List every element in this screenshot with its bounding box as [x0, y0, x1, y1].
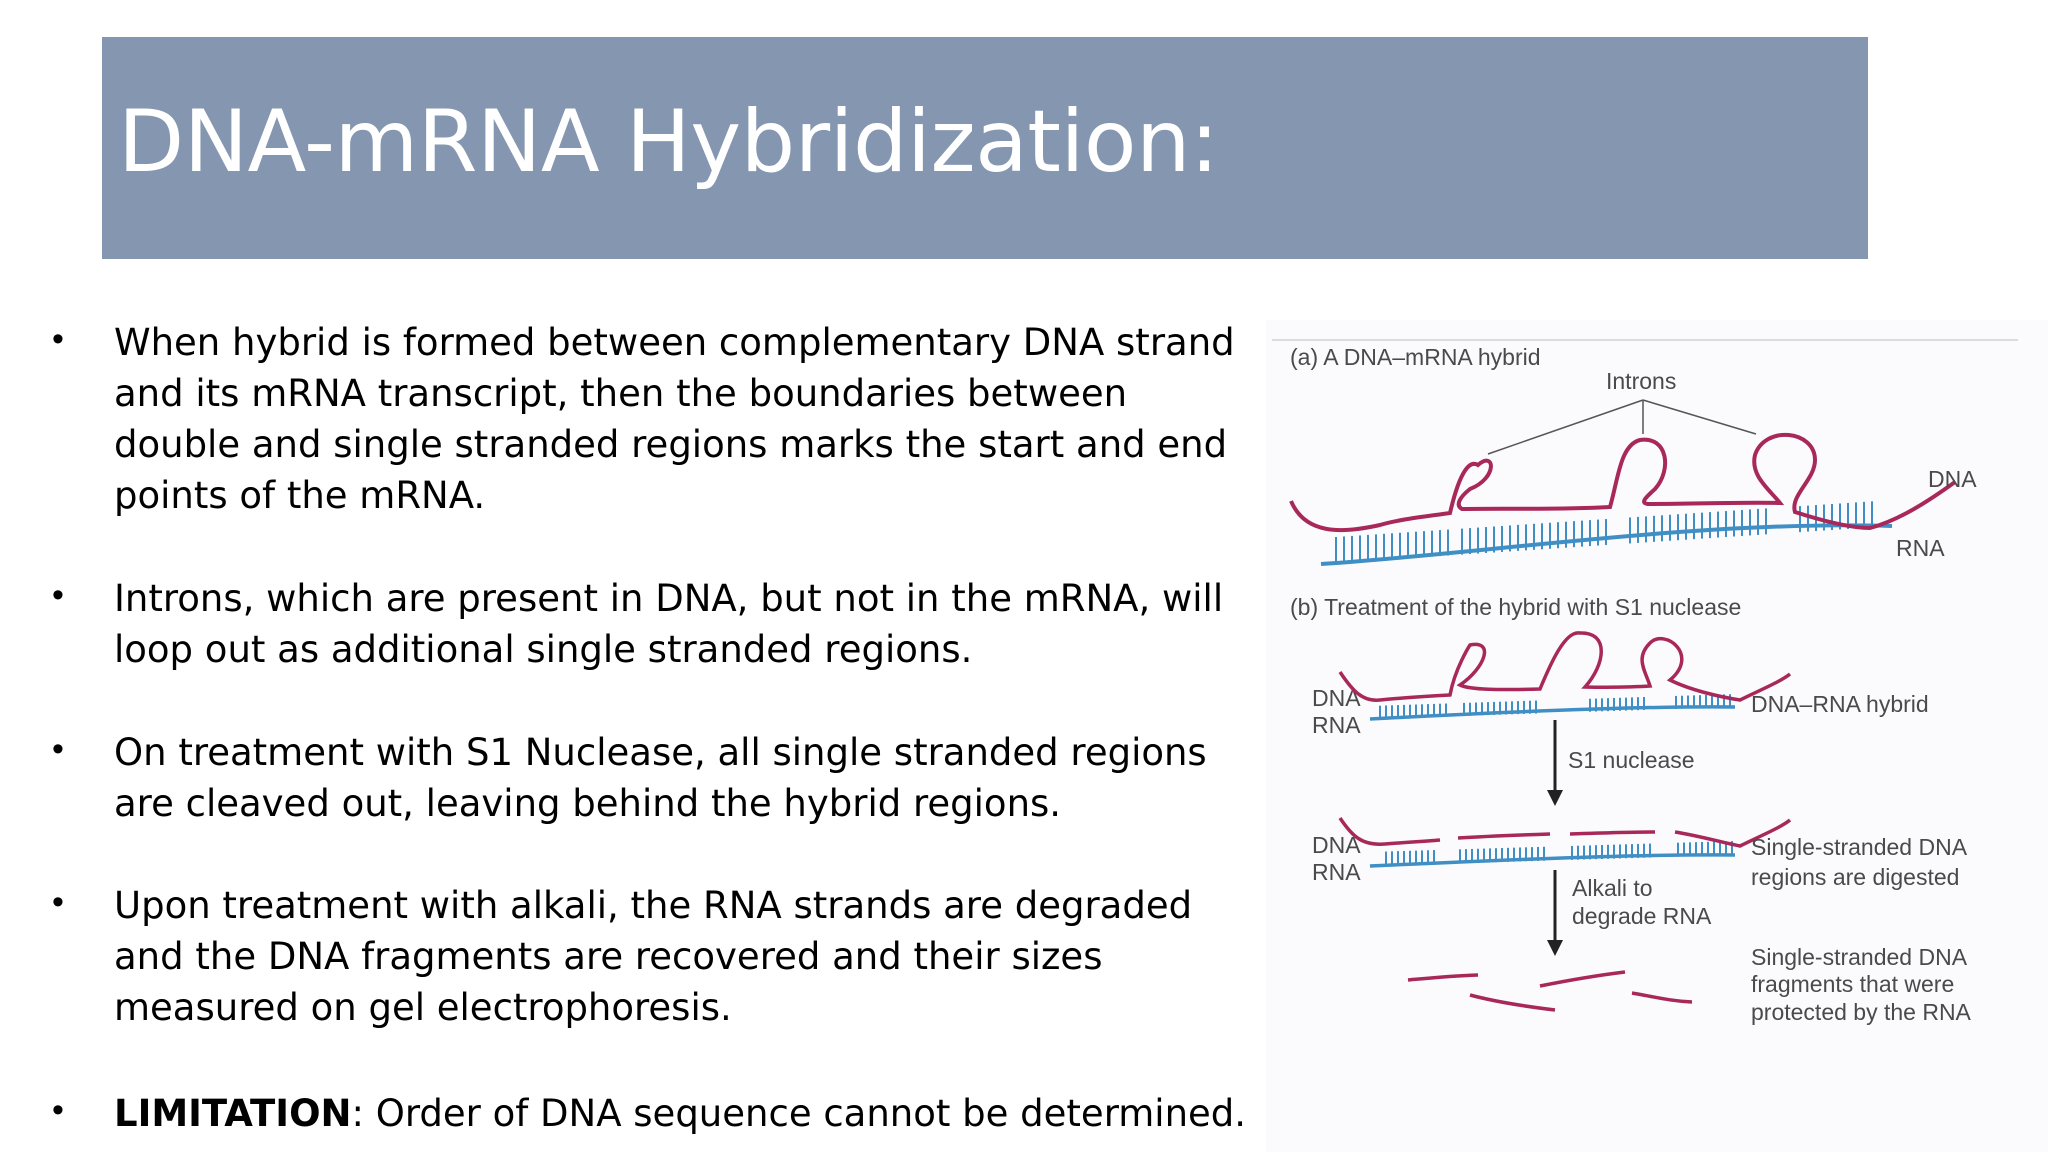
- digested-label-1: Single-stranded DNA: [1751, 834, 1968, 860]
- dna-label-b2: DNA: [1312, 832, 1361, 858]
- dna-fragments-b2: [1340, 818, 1790, 846]
- rna-label-b1: RNA: [1312, 712, 1361, 738]
- bullet-marker: •: [52, 883, 64, 921]
- hybrid-label: DNA–RNA hybrid: [1751, 691, 1929, 717]
- bullet-marker: •: [52, 320, 64, 358]
- rna-strand-b1: [1370, 707, 1735, 719]
- panel-a-label: (a) A DNA–mRNA hybrid: [1290, 344, 1541, 370]
- bullet-item: Upon treatment with alkali, the RNA strands are degraded and the DNA fragments are recovered and their sizes measured on gel electrophoresis.: [114, 884, 1193, 1029]
- fragments-label-1: Single-stranded DNA: [1751, 944, 1968, 970]
- dna-label-a: DNA: [1928, 466, 1977, 492]
- bullet-item: Introns, which are present in DNA, but not in the mRNA, will loop out as additional single stranded regions.: [114, 577, 1224, 671]
- fragments-label-3: protected by the RNA: [1751, 999, 1971, 1025]
- alkali-label-2: degrade RNA: [1572, 903, 1712, 929]
- slide-title: DNA-mRNA Hybridization:: [118, 92, 1219, 192]
- dna-label-b1: DNA: [1312, 685, 1361, 711]
- limitation-label: LIMITATION: [114, 1092, 352, 1135]
- bullet-item: When hybrid is formed between complementary DNA strand and its mRNA transcript, then the boundaries between double and single stranded regions marks the start and end points of the mRNA.: [114, 321, 1235, 517]
- fragments-label-2: fragments that were: [1751, 971, 1955, 997]
- rna-label-a: RNA: [1896, 535, 1945, 561]
- alkali-arrowhead: [1547, 940, 1563, 956]
- introns-label: Introns: [1606, 368, 1677, 394]
- s1-label: S1 nuclease: [1568, 747, 1695, 773]
- limitation-text: : Order of DNA sequence cannot be determined.: [351, 1092, 1247, 1135]
- bullet-marker: •: [52, 1091, 64, 1129]
- rna-strand-b2: [1370, 855, 1735, 866]
- released-dna-fragments: [1408, 972, 1692, 1010]
- panel-b-label: (b) Treatment of the hybrid with S1 nuclease: [1290, 594, 1742, 620]
- s1-arrowhead: [1547, 790, 1563, 806]
- intron-pointers: [1488, 400, 1756, 454]
- base-pairs-a: [1336, 501, 1872, 563]
- bullet-item: On treatment with S1 Nuclease, all single stranded regions are cleaved out, leaving behind the hybrid regions.: [114, 731, 1207, 825]
- rna-label-b2: RNA: [1312, 859, 1361, 885]
- bullet-marker: •: [52, 576, 64, 614]
- dna-strand-b1: [1340, 633, 1790, 700]
- bullet-marker: •: [52, 730, 64, 768]
- alkali-label-1: Alkali to: [1572, 875, 1653, 901]
- digested-label-2: regions are digested: [1751, 864, 1960, 890]
